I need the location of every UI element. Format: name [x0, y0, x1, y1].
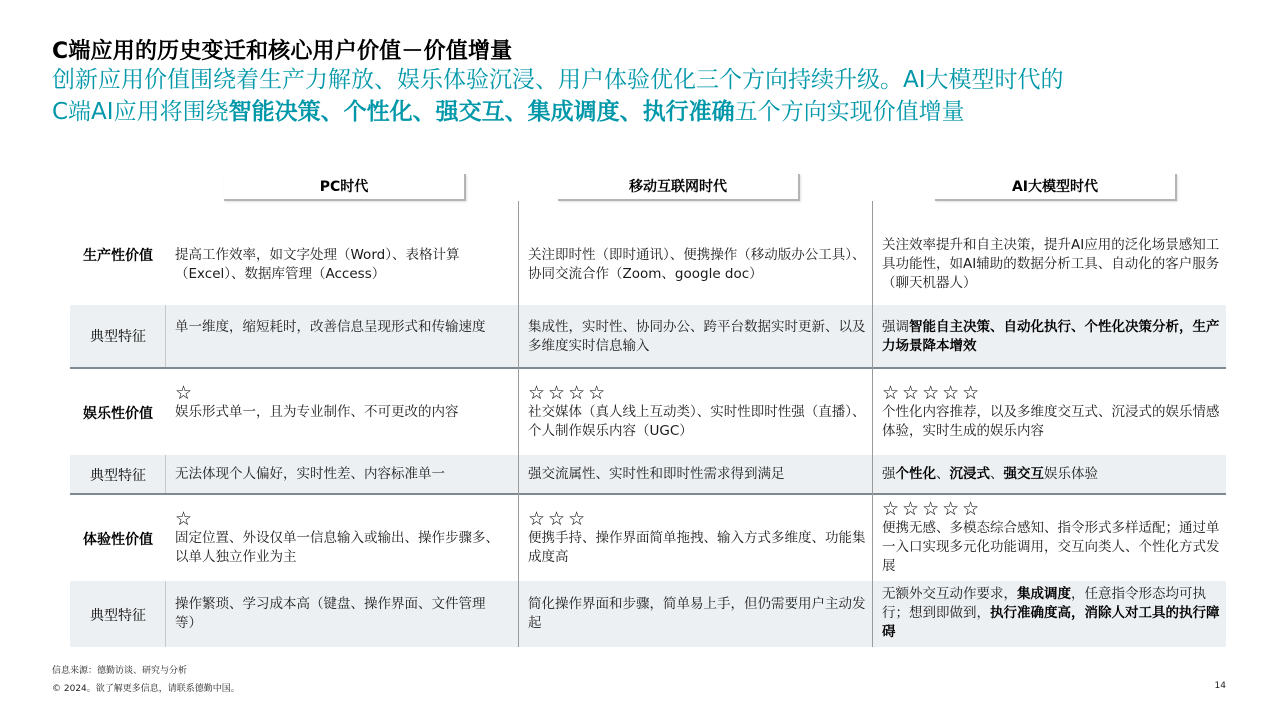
cell-entertainment-feature-pc: 无法体现个人偏好，实时性差、内容标准单一 — [175, 466, 445, 482]
table-row-entertainment-feature — [70, 455, 1226, 493]
star-rating-icon: ☆☆☆☆☆ — [882, 498, 983, 520]
table-row-experience — [70, 493, 1226, 581]
cell-productivity-feature-pc: 单一维度，缩短耗时，改善信息呈现形式和传输速度 — [175, 319, 486, 335]
label-divider — [165, 455, 166, 493]
label-divider — [165, 581, 166, 647]
cell-productivity-ai: 关注效率提升和自主决策，提升AI应用的泛化场景感知工具功能性，如AI辅助的数据分析工具、自动化的客户服务（聊天机器人） — [882, 237, 1220, 291]
page-title: C端应用的历史变迁和核心用户价值－价值增量 — [52, 39, 513, 64]
row-label-productivity: 生产性价值 — [83, 248, 153, 264]
column-header-pc: PC时代 — [224, 174, 466, 201]
cell-productivity-feature-mobile: 集成性，实时性、协同办公、跨平台数据实时更新、以及多维度实时信息输入 — [528, 319, 866, 354]
row-label-experience: 体验性价值 — [83, 532, 153, 548]
table-row-productivity — [70, 201, 1226, 305]
subtitle-line-1: 创新应用价值围绕着生产力解放、娱乐体验沉浸、用户体验优化三个方向持续升级。AI大模型时代的 — [52, 67, 1064, 93]
cell-productivity-pc: 提高工作效率，如文字处理（Word）、表格计算（Excel）、数据库管理（Access） — [175, 247, 460, 282]
table-row-productivity-feature — [70, 305, 1226, 367]
source-note: 信息来源：德勤访谈、研究与分析 — [52, 666, 188, 676]
star-rating-icon: ☆ — [175, 382, 196, 404]
cell-experience-ai: ☆☆☆☆☆ 便携无感、多模态综合感知、指令形式多样适配；通过单一入口实现多元化功能调用，交互向类人、个性化方式发展 — [882, 499, 1222, 576]
row-label-feature: 典型特征 — [90, 329, 146, 345]
star-rating-icon: ☆☆☆☆ — [528, 382, 609, 404]
cell-experience-pc: ☆ 固定位置、外设仅单一信息输入或输出、操作步骤多、以单人独立作业为主 — [175, 509, 505, 567]
table-row-entertainment — [70, 367, 1226, 455]
cell-experience-mobile: ☆☆☆ 便携手持、操作界面简单拖拽、输入方式多维度、功能集成度高 — [528, 509, 868, 567]
cell-experience-feature-ai: 无额外交互动作要求，集成调度，任意指令形态均可执行；想到即做到，执行准确度高，消除人对工具的执行障碍 — [882, 586, 1220, 640]
page-subtitle — [52, 64, 1252, 128]
cell-experience-feature-pc: 操作繁琐、学习成本高（键盘、操作界面、文件管理等） — [175, 596, 486, 631]
cell-productivity-mobile: 关注即时性（即时通讯）、便携操作（移动版办公工具）、协同交流合作（Zoom、google doc） — [528, 247, 866, 282]
star-rating-icon: ☆☆☆ — [528, 508, 589, 530]
cell-entertainment-ai: ☆☆☆☆☆ 个性化内容推荐，以及多维度交互式、沉浸式的娱乐情感体验，实时生成的娱乐内容 — [882, 383, 1222, 441]
row-label-feature: 典型特征 — [90, 468, 146, 484]
page-number: 14 — [1214, 681, 1226, 691]
column-divider — [518, 201, 519, 647]
column-header-ai: AI大模型时代 — [935, 174, 1177, 201]
star-rating-icon: ☆☆☆☆☆ — [882, 382, 983, 404]
cell-entertainment-feature-ai: 强个性化、沉浸式、强交互娱乐体验 — [882, 466, 1098, 482]
label-divider — [165, 305, 166, 367]
cell-experience-feature-mobile: 简化操作界面和步骤，简单易上手，但仍需要用户主动发起 — [528, 596, 866, 631]
star-rating-icon: ☆ — [175, 508, 196, 530]
column-divider — [872, 201, 873, 647]
row-label-entertainment: 娱乐性价值 — [83, 406, 153, 422]
column-header-mobile: 移动互联网时代 — [558, 174, 800, 201]
cell-entertainment-mobile: ☆☆☆☆ 社交媒体（真人线上互动类）、实时性即时性强（直播）、个人制作娱乐内容（UGC） — [528, 383, 868, 441]
subtitle-line-2: C端AI应用将围绕智能决策、个性化、强交互、集成调度、执行准确五个方向实现价值增量 — [52, 99, 965, 125]
cell-productivity-feature-ai: 强调智能自主决策、自动化执行、个性化决策分析，生产力场景降本增效 — [882, 319, 1220, 354]
cell-entertainment-feature-mobile: 强交流属性、实时性和即时性需求得到满足 — [528, 466, 785, 482]
subtitle-highlight: 智能决策、个性化、强交互、集成调度、执行准确 — [228, 99, 735, 125]
table-row-experience-feature — [70, 581, 1226, 647]
copyright-note: © 2024。欲了解更多信息，请联系德勤中国。 — [52, 684, 240, 694]
cell-entertainment-pc: ☆ 娱乐形式单一，且为专业制作、不可更改的内容 — [175, 383, 505, 422]
row-label-feature: 典型特征 — [90, 608, 146, 624]
